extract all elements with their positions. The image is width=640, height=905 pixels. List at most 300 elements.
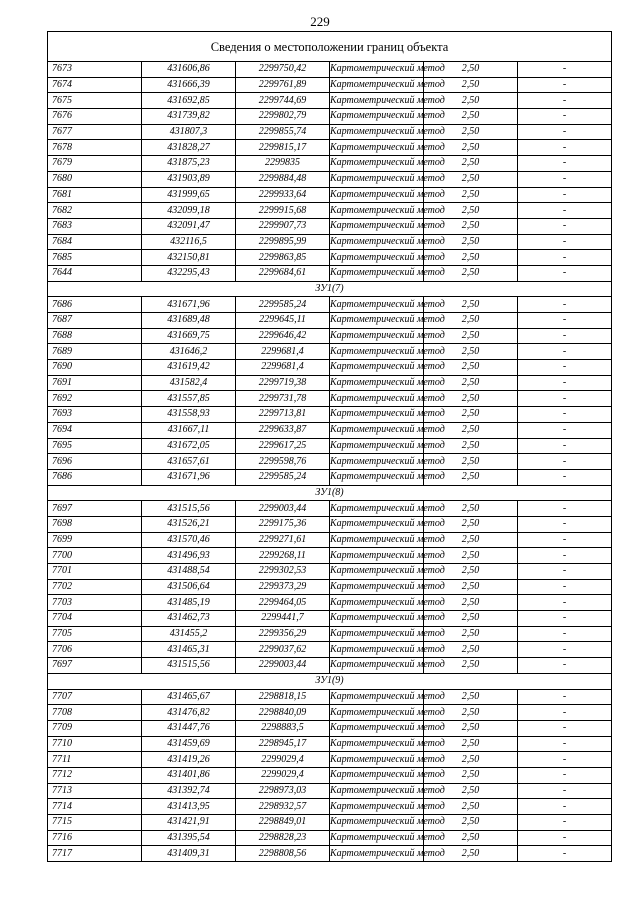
point-number-cell: 7697	[48, 501, 142, 517]
x-coordinate-cell: 431395,54	[142, 830, 236, 846]
x-coordinate-cell: 431515,56	[142, 501, 236, 517]
note-cell: -	[518, 156, 612, 172]
x-coordinate-cell: 431667,11	[142, 422, 236, 438]
accuracy-cell: 2,50	[424, 297, 518, 313]
y-coordinate-cell: 2299464,05	[236, 595, 330, 611]
y-coordinate-cell: 2299815,17	[236, 140, 330, 156]
y-coordinate-cell: 2299750,42	[236, 62, 330, 78]
table-row	[48, 501, 612, 517]
note-cell: -	[518, 218, 612, 234]
note-cell: -	[518, 501, 612, 517]
table-row	[48, 407, 612, 423]
accuracy-cell: 2,50	[424, 658, 518, 674]
method-cell: Картометрический метод	[330, 328, 424, 344]
method-cell: Картометрический метод	[330, 171, 424, 187]
y-coordinate-cell: 2299441,7	[236, 611, 330, 627]
table-row	[48, 313, 612, 329]
table-row	[48, 454, 612, 470]
method-cell: Картометрический метод	[330, 77, 424, 93]
method-cell: Картометрический метод	[330, 469, 424, 485]
x-coordinate-cell: 431392,74	[142, 783, 236, 799]
x-coordinate-cell: 432091,47	[142, 218, 236, 234]
accuracy-cell: 2,50	[424, 799, 518, 815]
point-number-cell: 7710	[48, 736, 142, 752]
method-cell: Картометрический метод	[330, 720, 424, 736]
note-cell: -	[518, 830, 612, 846]
point-number-cell: 7702	[48, 579, 142, 595]
note-cell: -	[518, 391, 612, 407]
note-cell: -	[518, 265, 612, 281]
point-number-cell: 7681	[48, 187, 142, 203]
table-row	[48, 752, 612, 768]
point-number-cell: 7705	[48, 626, 142, 642]
note-cell: -	[518, 360, 612, 376]
method-cell: Картометрический метод	[330, 846, 424, 862]
note-cell: -	[518, 375, 612, 391]
point-number-cell: 7692	[48, 391, 142, 407]
accuracy-cell: 2,50	[424, 156, 518, 172]
accuracy-cell: 2,50	[424, 250, 518, 266]
section-header-row	[48, 281, 612, 297]
table-row	[48, 265, 612, 281]
table-title-row	[48, 32, 612, 62]
method-cell: Картометрический метод	[330, 501, 424, 517]
point-number-cell: 7714	[48, 799, 142, 815]
point-number-cell: 7688	[48, 328, 142, 344]
y-coordinate-cell: 2299802,79	[236, 109, 330, 125]
x-coordinate-cell: 431401,86	[142, 767, 236, 783]
table-row	[48, 156, 612, 172]
method-cell: Картометрический метод	[330, 422, 424, 438]
accuracy-cell: 2,50	[424, 203, 518, 219]
y-coordinate-cell: 2299598,76	[236, 454, 330, 470]
method-cell: Картометрический метод	[330, 375, 424, 391]
table-row	[48, 140, 612, 156]
accuracy-cell: 2,50	[424, 265, 518, 281]
table-row	[48, 595, 612, 611]
point-number-cell: 7698	[48, 516, 142, 532]
point-number-cell: 7700	[48, 548, 142, 564]
y-coordinate-cell: 2299029,4	[236, 767, 330, 783]
accuracy-cell: 2,50	[424, 642, 518, 658]
x-coordinate-cell: 431459,69	[142, 736, 236, 752]
x-coordinate-cell: 431455,2	[142, 626, 236, 642]
point-number-cell: 7696	[48, 454, 142, 470]
point-number-cell: 7680	[48, 171, 142, 187]
note-cell: -	[518, 846, 612, 862]
method-cell: Картометрический метод	[330, 187, 424, 203]
y-coordinate-cell: 2298883,5	[236, 720, 330, 736]
table-row	[48, 171, 612, 187]
point-number-cell: 7686	[48, 469, 142, 485]
method-cell: Картометрический метод	[330, 815, 424, 831]
x-coordinate-cell: 431689,48	[142, 313, 236, 329]
point-number-cell: 7686	[48, 297, 142, 313]
table-row	[48, 658, 612, 674]
x-coordinate-cell: 432099,18	[142, 203, 236, 219]
accuracy-cell: 2,50	[424, 360, 518, 376]
section-header-row	[48, 485, 612, 501]
accuracy-cell: 2,50	[424, 218, 518, 234]
y-coordinate-cell: 2299175,36	[236, 516, 330, 532]
x-coordinate-cell: 431570,46	[142, 532, 236, 548]
point-number-cell: 7704	[48, 611, 142, 627]
table-row	[48, 203, 612, 219]
table-row	[48, 720, 612, 736]
note-cell: -	[518, 140, 612, 156]
table-row	[48, 705, 612, 721]
y-coordinate-cell: 2299617,25	[236, 438, 330, 454]
table-row	[48, 297, 612, 313]
table-row	[48, 93, 612, 109]
y-coordinate-cell: 2299029,4	[236, 752, 330, 768]
point-number-cell: 7712	[48, 767, 142, 783]
note-cell: -	[518, 407, 612, 423]
method-cell: Картометрический метод	[330, 203, 424, 219]
y-coordinate-cell: 2299633,87	[236, 422, 330, 438]
y-coordinate-cell: 2299645,11	[236, 313, 330, 329]
point-number-cell: 7684	[48, 234, 142, 250]
table-row	[48, 767, 612, 783]
accuracy-cell: 2,50	[424, 391, 518, 407]
table-row	[48, 360, 612, 376]
x-coordinate-cell: 431619,42	[142, 360, 236, 376]
method-cell: Картометрический метод	[330, 218, 424, 234]
accuracy-cell: 2,50	[424, 783, 518, 799]
x-coordinate-cell: 431526,21	[142, 516, 236, 532]
accuracy-cell: 2,50	[424, 689, 518, 705]
method-cell: Картометрический метод	[330, 234, 424, 250]
point-number-cell: 7703	[48, 595, 142, 611]
y-coordinate-cell: 2299271,61	[236, 532, 330, 548]
note-cell: -	[518, 658, 612, 674]
method-cell: Картометрический метод	[330, 532, 424, 548]
note-cell: -	[518, 344, 612, 360]
y-coordinate-cell: 2299585,24	[236, 469, 330, 485]
note-cell: -	[518, 187, 612, 203]
method-cell: Картометрический метод	[330, 438, 424, 454]
point-number-cell: 7691	[48, 375, 142, 391]
accuracy-cell: 2,50	[424, 124, 518, 140]
note-cell: -	[518, 705, 612, 721]
table-title: Сведения о местоположении границ объекта	[48, 32, 612, 62]
x-coordinate-cell: 431903,89	[142, 171, 236, 187]
x-coordinate-cell: 431671,96	[142, 297, 236, 313]
accuracy-cell: 2,50	[424, 815, 518, 831]
table-row	[48, 62, 612, 78]
note-cell: -	[518, 767, 612, 783]
point-number-cell: 7673	[48, 62, 142, 78]
x-coordinate-cell: 432150,81	[142, 250, 236, 266]
point-number-cell: 7699	[48, 532, 142, 548]
accuracy-cell: 2,50	[424, 579, 518, 595]
x-coordinate-cell: 431476,82	[142, 705, 236, 721]
method-cell: Картометрический метод	[330, 391, 424, 407]
y-coordinate-cell: 2299744,69	[236, 93, 330, 109]
y-coordinate-cell: 2299933,64	[236, 187, 330, 203]
accuracy-cell: 2,50	[424, 564, 518, 580]
method-cell: Картометрический метод	[330, 767, 424, 783]
y-coordinate-cell: 2298945,17	[236, 736, 330, 752]
method-cell: Картометрический метод	[330, 626, 424, 642]
page-number: 229	[310, 14, 330, 29]
x-coordinate-cell: 431409,31	[142, 846, 236, 862]
accuracy-cell: 2,50	[424, 611, 518, 627]
table-row	[48, 548, 612, 564]
method-cell: Картометрический метод	[330, 93, 424, 109]
y-coordinate-cell: 2299863,85	[236, 250, 330, 266]
table-body	[48, 32, 612, 862]
accuracy-cell: 2,50	[424, 62, 518, 78]
point-number-cell: 7690	[48, 360, 142, 376]
accuracy-cell: 2,50	[424, 705, 518, 721]
note-cell: -	[518, 548, 612, 564]
method-cell: Картометрический метод	[330, 548, 424, 564]
note-cell: -	[518, 720, 612, 736]
note-cell: -	[518, 736, 612, 752]
accuracy-cell: 2,50	[424, 375, 518, 391]
note-cell: -	[518, 564, 612, 580]
table-row	[48, 736, 612, 752]
table-row	[48, 250, 612, 266]
y-coordinate-cell: 2298808,56	[236, 846, 330, 862]
point-number-cell: 7701	[48, 564, 142, 580]
note-cell: -	[518, 579, 612, 595]
accuracy-cell: 2,50	[424, 454, 518, 470]
table-row	[48, 109, 612, 125]
y-coordinate-cell: 2299684,61	[236, 265, 330, 281]
point-number-cell: 7715	[48, 815, 142, 831]
method-cell: Картометрический метод	[330, 516, 424, 532]
point-number-cell: 7687	[48, 313, 142, 329]
table-row	[48, 344, 612, 360]
x-coordinate-cell: 431672,05	[142, 438, 236, 454]
note-cell: -	[518, 93, 612, 109]
method-cell: Картометрический метод	[330, 752, 424, 768]
boundary-coordinates-table	[47, 31, 612, 862]
note-cell: -	[518, 438, 612, 454]
x-coordinate-cell: 431669,75	[142, 328, 236, 344]
note-cell: -	[518, 516, 612, 532]
accuracy-cell: 2,50	[424, 109, 518, 125]
y-coordinate-cell: 2298840,09	[236, 705, 330, 721]
x-coordinate-cell: 431828,27	[142, 140, 236, 156]
table-row	[48, 799, 612, 815]
accuracy-cell: 2,50	[424, 187, 518, 203]
point-number-cell: 7709	[48, 720, 142, 736]
x-coordinate-cell: 432116,5	[142, 234, 236, 250]
x-coordinate-cell: 431666,39	[142, 77, 236, 93]
y-coordinate-cell: 2299681,4	[236, 360, 330, 376]
x-coordinate-cell: 431999,65	[142, 187, 236, 203]
x-coordinate-cell: 431606,86	[142, 62, 236, 78]
note-cell: -	[518, 422, 612, 438]
point-number-cell: 7708	[48, 705, 142, 721]
note-cell: -	[518, 469, 612, 485]
y-coordinate-cell: 2299373,29	[236, 579, 330, 595]
method-cell: Картометрический метод	[330, 407, 424, 423]
accuracy-cell: 2,50	[424, 438, 518, 454]
point-number-cell: 7682	[48, 203, 142, 219]
accuracy-cell: 2,50	[424, 407, 518, 423]
method-cell: Картометрический метод	[330, 783, 424, 799]
note-cell: -	[518, 328, 612, 344]
accuracy-cell: 2,50	[424, 846, 518, 862]
x-coordinate-cell: 431465,31	[142, 642, 236, 658]
note-cell: -	[518, 595, 612, 611]
method-cell: Картометрический метод	[330, 124, 424, 140]
note-cell: -	[518, 752, 612, 768]
accuracy-cell: 2,50	[424, 93, 518, 109]
x-coordinate-cell: 431485,19	[142, 595, 236, 611]
y-coordinate-cell: 2299356,29	[236, 626, 330, 642]
note-cell: -	[518, 234, 612, 250]
table-row	[48, 626, 612, 642]
method-cell: Картометрический метод	[330, 265, 424, 281]
method-cell: Картометрический метод	[330, 62, 424, 78]
note-cell: -	[518, 171, 612, 187]
y-coordinate-cell: 2299713,81	[236, 407, 330, 423]
method-cell: Картометрический метод	[330, 454, 424, 470]
x-coordinate-cell: 431582,4	[142, 375, 236, 391]
table-row	[48, 438, 612, 454]
point-number-cell: 7695	[48, 438, 142, 454]
y-coordinate-cell: 2299719,38	[236, 375, 330, 391]
x-coordinate-cell: 431671,96	[142, 469, 236, 485]
table-row	[48, 328, 612, 344]
y-coordinate-cell: 2299731,78	[236, 391, 330, 407]
y-coordinate-cell: 2298849,01	[236, 815, 330, 831]
table-row	[48, 234, 612, 250]
table-row	[48, 830, 612, 846]
section-header: ЗУ1(8)	[48, 485, 612, 501]
point-number-cell: 7677	[48, 124, 142, 140]
accuracy-cell: 2,50	[424, 767, 518, 783]
accuracy-cell: 2,50	[424, 140, 518, 156]
point-number-cell: 7689	[48, 344, 142, 360]
x-coordinate-cell: 431657,61	[142, 454, 236, 470]
point-number-cell: 7685	[48, 250, 142, 266]
table-row	[48, 375, 612, 391]
note-cell: -	[518, 313, 612, 329]
note-cell: -	[518, 109, 612, 125]
y-coordinate-cell: 2299681,4	[236, 344, 330, 360]
accuracy-cell: 2,50	[424, 626, 518, 642]
note-cell: -	[518, 689, 612, 705]
y-coordinate-cell: 2298932,57	[236, 799, 330, 815]
x-coordinate-cell: 431496,93	[142, 548, 236, 564]
method-cell: Картометрический метод	[330, 705, 424, 721]
x-coordinate-cell: 431646,2	[142, 344, 236, 360]
note-cell: -	[518, 783, 612, 799]
point-number-cell: 7679	[48, 156, 142, 172]
x-coordinate-cell: 431447,76	[142, 720, 236, 736]
point-number-cell: 7707	[48, 689, 142, 705]
x-coordinate-cell: 431515,56	[142, 658, 236, 674]
method-cell: Картометрический метод	[330, 140, 424, 156]
x-coordinate-cell: 431807,3	[142, 124, 236, 140]
point-number-cell: 7683	[48, 218, 142, 234]
point-number-cell: 7674	[48, 77, 142, 93]
point-number-cell: 7706	[48, 642, 142, 658]
note-cell: -	[518, 77, 612, 93]
y-coordinate-cell: 2299585,24	[236, 297, 330, 313]
note-cell: -	[518, 532, 612, 548]
table-row	[48, 422, 612, 438]
y-coordinate-cell: 2299302,53	[236, 564, 330, 580]
method-cell: Картометрический метод	[330, 830, 424, 846]
point-number-cell: 7676	[48, 109, 142, 125]
y-coordinate-cell: 2298818,15	[236, 689, 330, 705]
method-cell: Картометрический метод	[330, 564, 424, 580]
x-coordinate-cell: 431558,93	[142, 407, 236, 423]
point-number-cell: 7644	[48, 265, 142, 281]
y-coordinate-cell: 2298973,03	[236, 783, 330, 799]
point-number-cell: 7711	[48, 752, 142, 768]
x-coordinate-cell: 431739,82	[142, 109, 236, 125]
method-cell: Картометрический метод	[330, 156, 424, 172]
method-cell: Картометрический метод	[330, 297, 424, 313]
accuracy-cell: 2,50	[424, 422, 518, 438]
table-row	[48, 642, 612, 658]
x-coordinate-cell: 431488,54	[142, 564, 236, 580]
x-coordinate-cell: 432295,43	[142, 265, 236, 281]
table-row	[48, 783, 612, 799]
accuracy-cell: 2,50	[424, 516, 518, 532]
accuracy-cell: 2,50	[424, 469, 518, 485]
y-coordinate-cell: 2299003,44	[236, 658, 330, 674]
note-cell: -	[518, 124, 612, 140]
accuracy-cell: 2,50	[424, 752, 518, 768]
y-coordinate-cell: 2299646,42	[236, 328, 330, 344]
accuracy-cell: 2,50	[424, 171, 518, 187]
y-coordinate-cell: 2299895,99	[236, 234, 330, 250]
method-cell: Картометрический метод	[330, 658, 424, 674]
point-number-cell: 7713	[48, 783, 142, 799]
accuracy-cell: 2,50	[424, 501, 518, 517]
note-cell: -	[518, 203, 612, 219]
point-number-cell: 7678	[48, 140, 142, 156]
y-coordinate-cell: 2299855,74	[236, 124, 330, 140]
section-header: ЗУ1(7)	[48, 281, 612, 297]
note-cell: -	[518, 815, 612, 831]
x-coordinate-cell: 431419,26	[142, 752, 236, 768]
method-cell: Картометрический метод	[330, 611, 424, 627]
x-coordinate-cell: 431421,91	[142, 815, 236, 831]
table-row	[48, 469, 612, 485]
y-coordinate-cell: 2299835	[236, 156, 330, 172]
accuracy-cell: 2,50	[424, 313, 518, 329]
method-cell: Картометрический метод	[330, 109, 424, 125]
x-coordinate-cell: 431462,73	[142, 611, 236, 627]
table-row	[48, 77, 612, 93]
y-coordinate-cell: 2299037,62	[236, 642, 330, 658]
table-row	[48, 124, 612, 140]
x-coordinate-cell: 431557,85	[142, 391, 236, 407]
x-coordinate-cell: 431692,85	[142, 93, 236, 109]
method-cell: Картометрический метод	[330, 799, 424, 815]
point-number-cell: 7675	[48, 93, 142, 109]
accuracy-cell: 2,50	[424, 234, 518, 250]
note-cell: -	[518, 626, 612, 642]
accuracy-cell: 2,50	[424, 344, 518, 360]
table-row	[48, 187, 612, 203]
y-coordinate-cell: 2299003,44	[236, 501, 330, 517]
x-coordinate-cell: 431465,67	[142, 689, 236, 705]
y-coordinate-cell: 2299761,89	[236, 77, 330, 93]
method-cell: Картометрический метод	[330, 579, 424, 595]
table-row	[48, 516, 612, 532]
